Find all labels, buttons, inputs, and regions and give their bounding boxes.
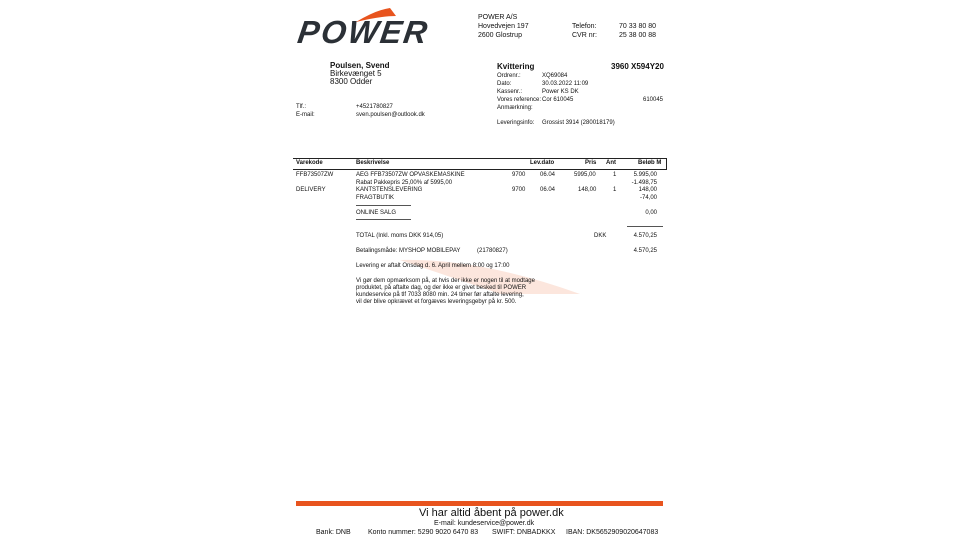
total-amount: 4.570,25 xyxy=(633,233,657,239)
power-logo xyxy=(295,8,450,50)
receipt-title: Kvittering xyxy=(497,62,535,71)
customer-street: Birkevænget 5 xyxy=(330,69,382,78)
footer-swift: SWIFT: DNBADKKX xyxy=(492,529,556,536)
row-price: 5995,00 xyxy=(574,172,596,178)
online-amount: 0,00 xyxy=(645,210,657,216)
kasse-label: Kassenr.: xyxy=(497,89,523,95)
separator-rule xyxy=(356,219,411,220)
row-num: 9700 xyxy=(512,187,526,193)
company-cvr-label: CVR nr: xyxy=(572,32,597,39)
ordernr-label: Ordrenr.: xyxy=(497,73,521,79)
notice-line: kundeservice på tlf 7033 8080 min. 24 timer før aftalte levering, xyxy=(356,292,524,298)
customer-tlf-label: Tlf.: xyxy=(296,104,306,110)
footer-bank: Bank: DNB xyxy=(316,529,351,536)
vref-code: 610045 xyxy=(643,97,664,103)
kasse-value: Power KS DK xyxy=(542,89,579,95)
col-ant: Ant xyxy=(606,160,616,166)
customer-name: Poulsen, Svend xyxy=(330,61,390,70)
notice-line: Vi gør dem opmærksom på, at hvis der ikke er nogen til at modtage xyxy=(356,278,535,284)
payment-ref: (21780827) xyxy=(477,248,508,254)
company-phone-label: Telefon: xyxy=(572,23,597,30)
customer-tlf: +4521780827 xyxy=(356,104,393,110)
vref-value: Cor 610045 xyxy=(542,97,574,103)
row-desc: KANTSTENSLEVERING xyxy=(356,187,423,193)
company-city: 2600 Glostrup xyxy=(478,32,522,39)
customer-city: 8300 Odder xyxy=(330,77,373,86)
footer-konto: Konto nummer: 5290 9020 6470 83 xyxy=(368,529,479,536)
col-levdato: Lev.dato xyxy=(530,160,555,166)
col-beskrivelse: Beskrivelse xyxy=(356,160,390,166)
separator-rule xyxy=(356,205,411,206)
receipt-number: 3960 X594Y20 xyxy=(611,62,664,71)
company-cvr: 25 38 00 88 xyxy=(619,32,656,39)
footer-tagline: Vi har altid åbent på power.dk xyxy=(419,507,564,519)
customer-email-label: E-mail: xyxy=(296,112,315,118)
lev-label: Leveringsinfo: xyxy=(497,120,535,126)
row-code: DELIVERY xyxy=(296,187,326,193)
row-qty: 1 xyxy=(613,172,617,178)
anm-label: Anmærkning: xyxy=(497,105,533,111)
row-date: 06.04 xyxy=(540,187,556,193)
notice-line: vil der blive opkrævet et forgæves leveringsgebyr på kr. 500. xyxy=(356,299,517,305)
payment-label: Betalingsmåde: MYSHOP MOBILEPAY xyxy=(356,248,461,254)
logo-text: POWER xyxy=(295,14,432,50)
row-price: 148,00 xyxy=(578,187,597,193)
row-num: 9700 xyxy=(512,172,526,178)
dato-label: Dato: xyxy=(497,81,512,87)
customer-email: sven.poulsen@outlook.dk xyxy=(356,112,425,118)
footer-accent-bar xyxy=(296,501,663,506)
row-amount: -74,00 xyxy=(639,195,657,201)
vref-label: Vores reference: xyxy=(497,97,542,103)
total-currency: DKK xyxy=(594,233,607,239)
row-code: FFB73507ZW xyxy=(296,172,334,178)
col-belob: Beløb M xyxy=(638,160,662,166)
row-desc: Rabat Pakkepris 25,00% af 5995,00 xyxy=(356,180,453,186)
dato-value: 30.03.2022 11:09 xyxy=(542,81,589,87)
col-pris: Pris xyxy=(585,160,597,166)
delivery-note: Levering er aftalt Onsdag d. 6. April mellem 8:00 og 17:00 xyxy=(356,263,510,269)
row-qty: 1 xyxy=(613,187,617,193)
footer-email: E-mail: kundeservice@power.dk xyxy=(434,520,535,527)
notice-line: produktet, på aftalte dag, og der ikke er givet besked til POWER xyxy=(356,285,527,291)
table-header-right-rule xyxy=(666,158,667,170)
total-label: TOTAL (Inkl. moms DKK 914,05) xyxy=(356,233,444,239)
company-phone: 70 33 80 80 xyxy=(619,23,656,30)
payment-amount: 4.570,25 xyxy=(633,248,657,254)
row-date: 06.04 xyxy=(540,172,556,178)
table-header-top-rule xyxy=(293,158,667,159)
total-rule xyxy=(627,226,663,227)
row-amount: 5.995,00 xyxy=(633,172,657,178)
lev-value: Grossist 3914 (280018179) xyxy=(542,120,615,126)
row-amount: -1.498,75 xyxy=(631,180,657,186)
online-label: ONLINE SALG xyxy=(356,210,397,216)
ordernr-value: XQ69084 xyxy=(542,73,568,79)
footer-iban: IBAN: DK5652909020647083 xyxy=(566,529,659,536)
row-desc: FRAGTBUTIK xyxy=(356,195,395,201)
col-varekode: Varekode xyxy=(296,160,323,166)
company-street: Hovedvejen 197 xyxy=(478,23,529,30)
table-header-bottom-rule xyxy=(293,169,667,170)
company-name: POWER A/S xyxy=(478,14,518,21)
row-amount: 148,00 xyxy=(638,187,657,193)
row-desc: AEG FFB73507ZW OPVASKEMASKINE xyxy=(356,172,465,178)
